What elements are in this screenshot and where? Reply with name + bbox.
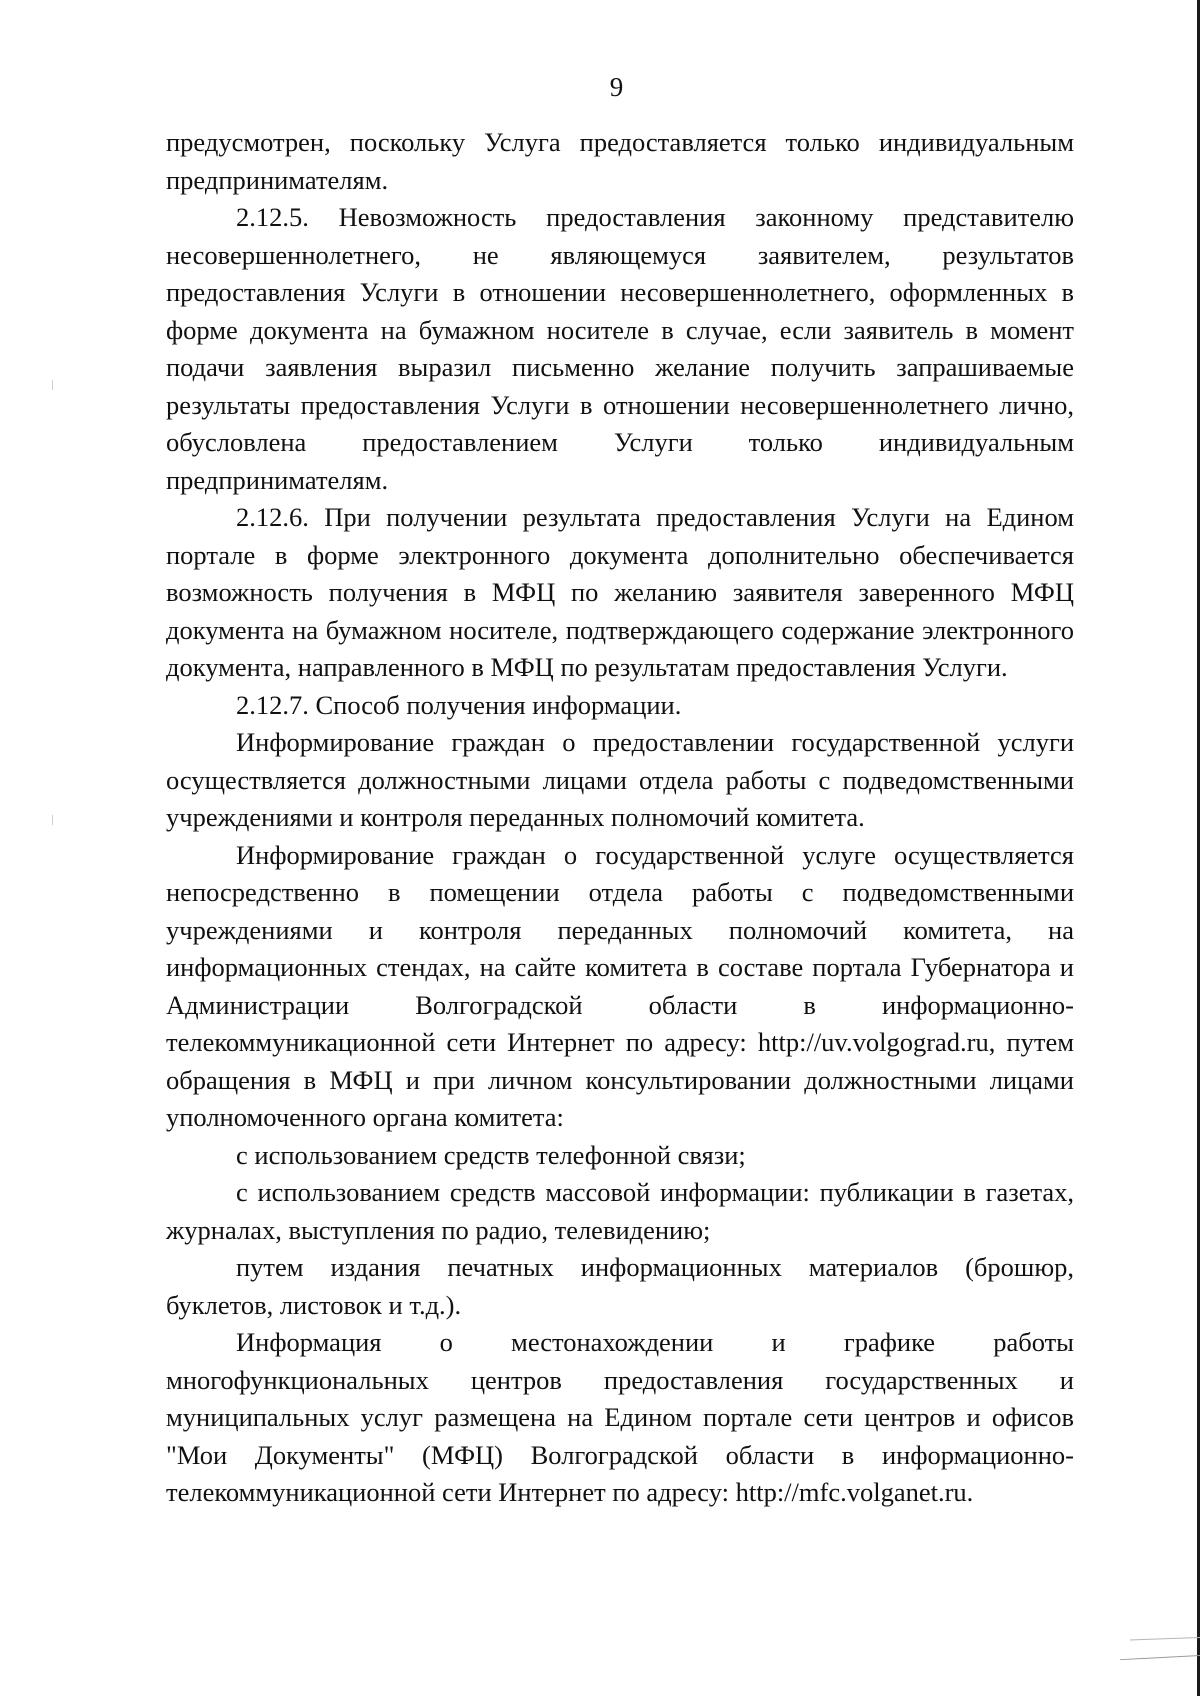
document-body	[166, 124, 1074, 1512]
paragraph-informing-officials: Информирование граждан о предоставлении государственной услуги осуществляется должностными лицами отдела работы с подведомственными учреждениями и контроля переданных полномочий комитета.	[166, 727, 1074, 832]
paragraph-2-12-7: 2.12.7. Способ получения информации.	[236, 689, 682, 720]
paragraph-informing-locations: Информирование граждан о государственной услуге осуществляется непосредственно в помещении отдела работы с подведомственными учреждениями и контроля переданных полномочий комитета, на информационных стендах, на сайте комитета в составе портала Губернатора и Администрации Волгоградской области в информационно-телекоммуникационной сети Интернет по адресу: http://uv.volgograd.ru, путем обращения в МФЦ и при личном консультировании должностными лицами уполномоченного органа комитета:	[166, 839, 1074, 1132]
list-item-mass-media: с использованием средств массовой информации: публикации в газетах, журналах, выступления по радио, телевидению;	[166, 1177, 1074, 1245]
list-item-printed-materials: путем издания печатных информационных материалов (брошюр, буклетов, листовок и т.д.).	[166, 1252, 1074, 1320]
paragraph-continuation: предусмотрен, поскольку Услуга предоставляется только индивидуальным предпринимателям.	[166, 127, 1074, 195]
scan-left-mark	[52, 380, 53, 390]
scan-corner-line	[1130, 1637, 1200, 1640]
list-item-telephone: с использованием средств телефонной связи;	[236, 1139, 746, 1170]
paragraph-2-12-6: 2.12.6. При получении результата предоставления Услуги на Едином портале в форме электронного документа дополнительно обеспечивается возможность получения в МФЦ по желанию заявителя заверенного МФЦ документа на бумажном носителе, подтверждающего содержание электронного документа, направленного в МФЦ по результатам предоставления Услуги.	[166, 502, 1074, 682]
paragraph-mfc-info: Информация о местонахождении и графике работы многофункциональных центров предоставления государственных и муниципальных услуг размещена на Едином портале сети центров и офисов "Мои Документы" (МФЦ) Волгоградской области в информационно-телекоммуникационной сети Интернет по адресу: http://mfc.volganet.ru.	[166, 1327, 1074, 1507]
paragraph-2-12-5: 2.12.5. Невозможность предоставления законному представителю несовершеннолетнего, не являющемуся заявителем, результатов предоставления Услуги в отношении несовершеннолетнего, оформленных в форме документа на бумажном носителе в случае, если заявитель в момент подачи заявления выразил письменно желание получить запрашиваемые результаты предоставления Услуги в отношении несовершеннолетнего лично, обусловлена предоставлением Услуги только индивидуальным предпринимателям.	[166, 202, 1074, 495]
page-number: 9	[609, 72, 624, 102]
scan-corner-line	[1120, 1655, 1200, 1660]
scan-left-mark	[52, 815, 53, 825]
